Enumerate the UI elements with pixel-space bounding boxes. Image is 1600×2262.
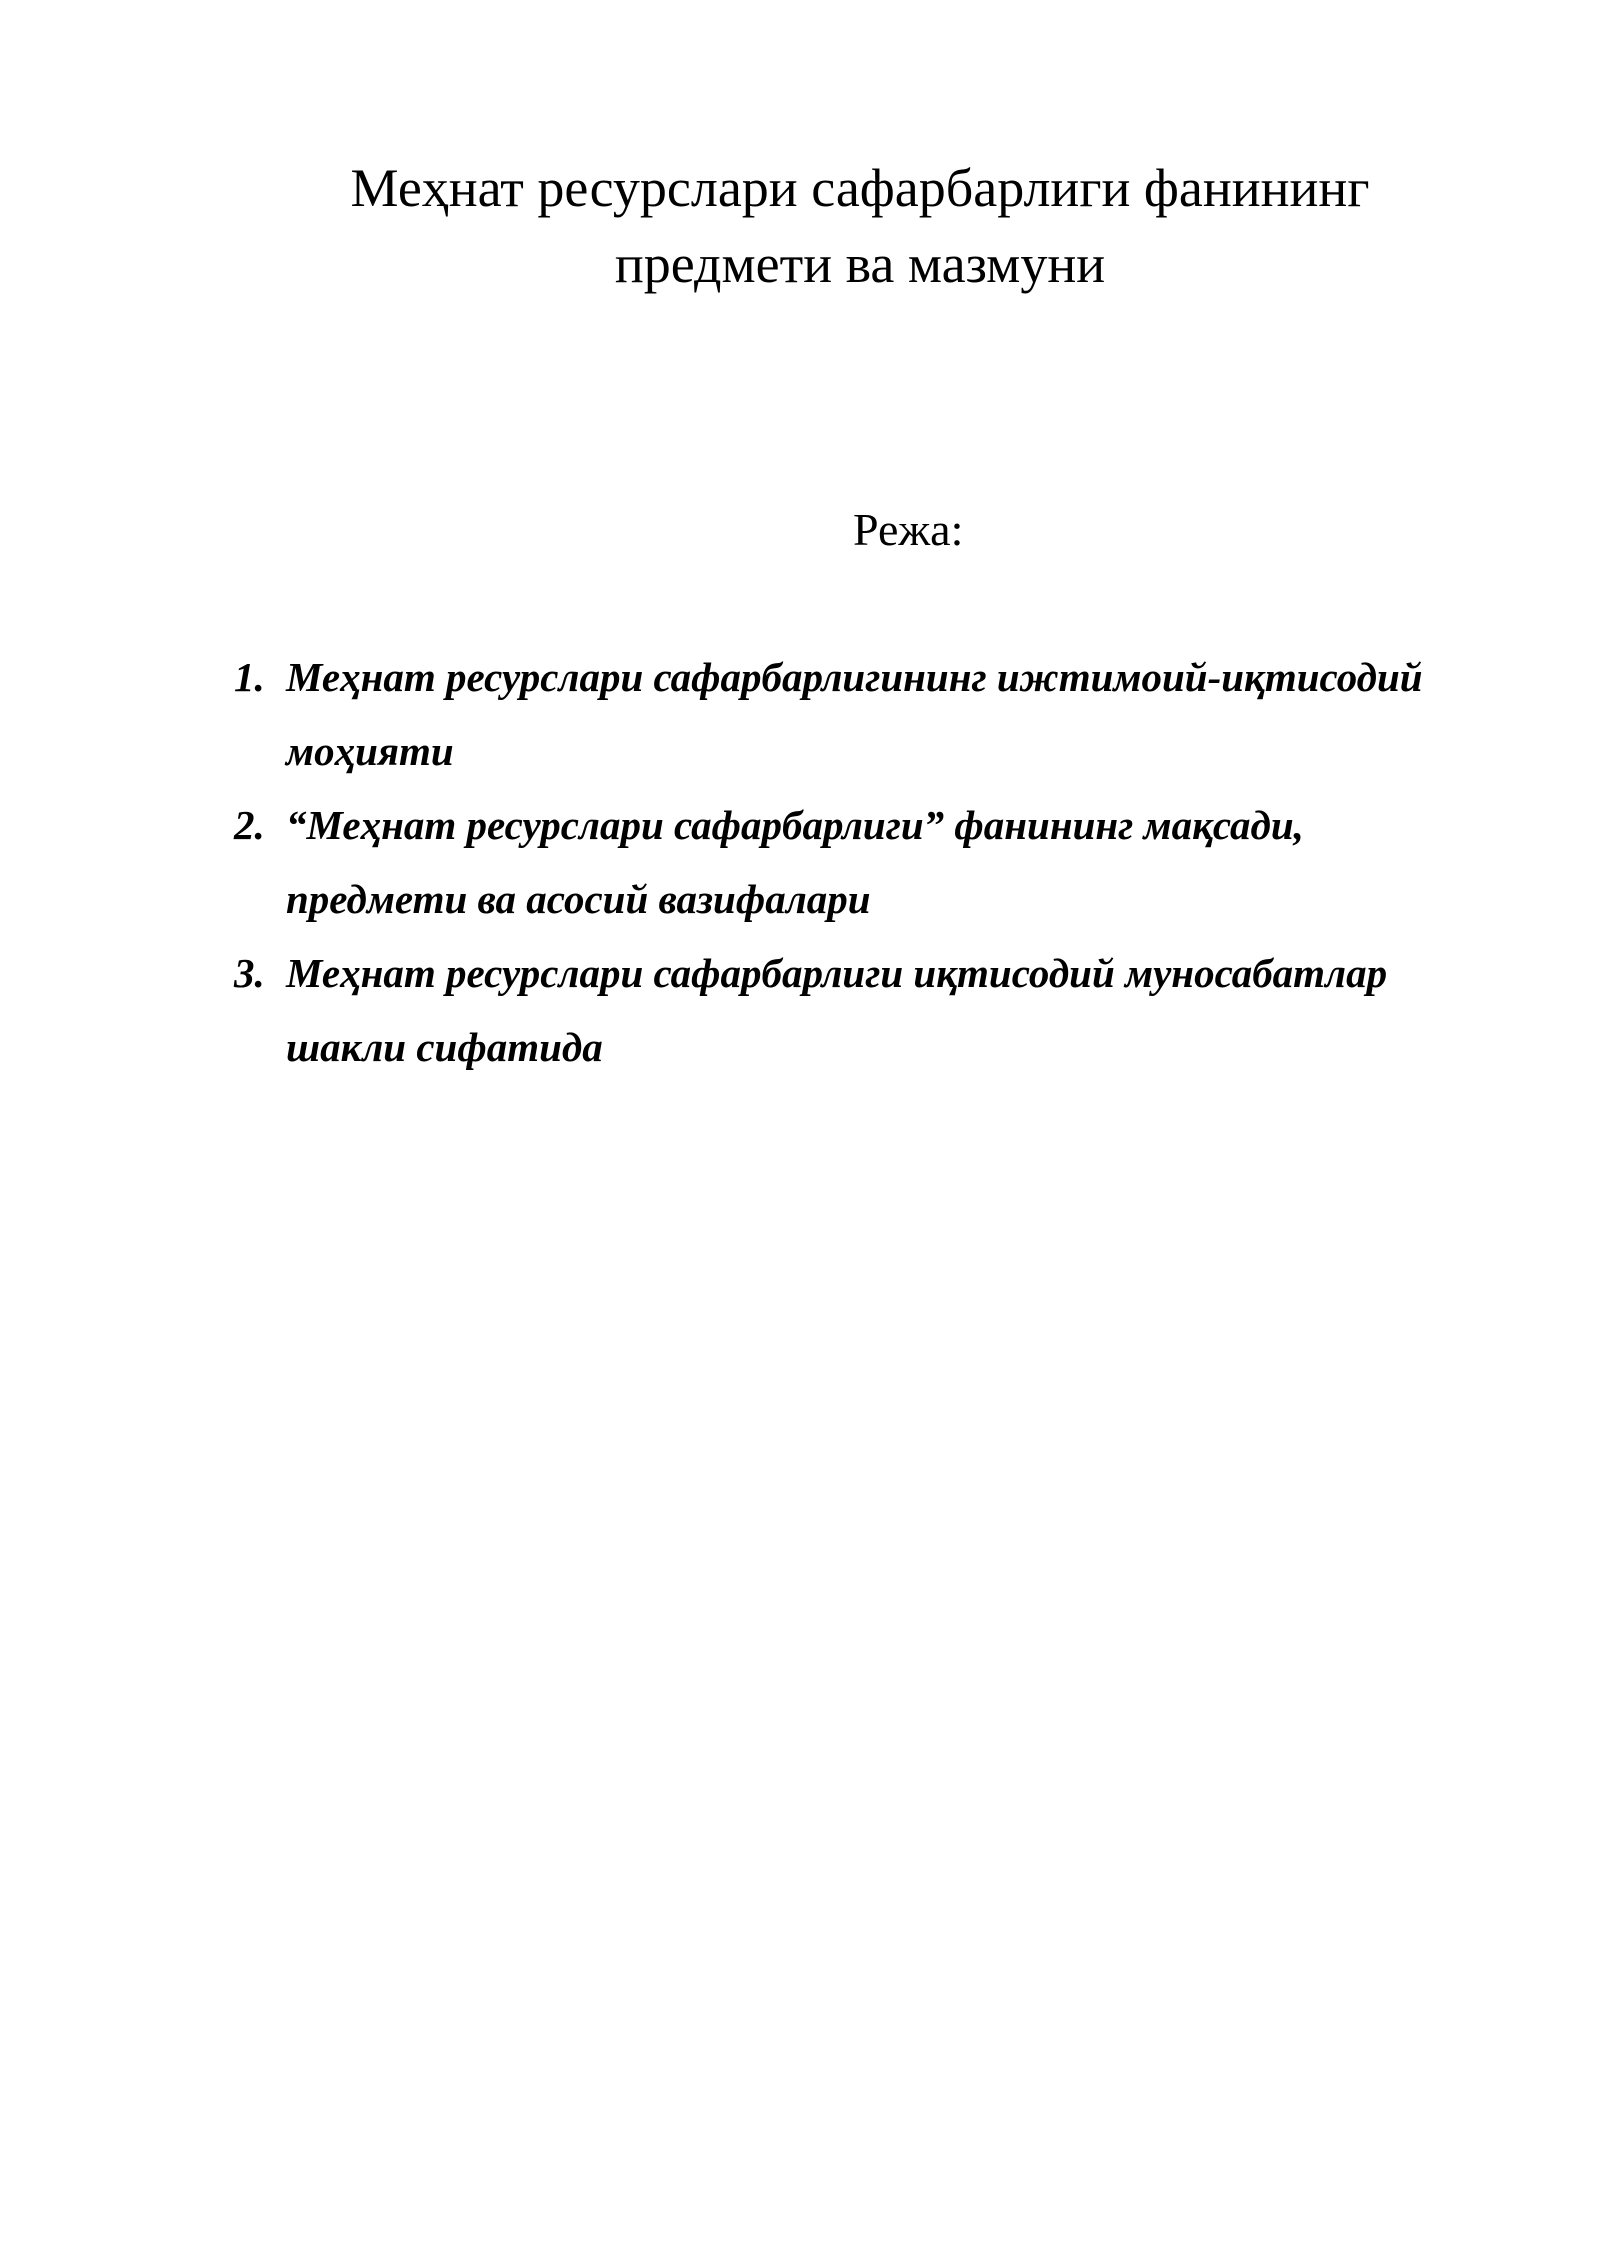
plan-item-2	[234, 788, 1534, 936]
plan-item-text-line: шакли сифатида	[286, 1024, 603, 1070]
plan-item-number: 1.	[234, 654, 265, 700]
plan-item-text-line: предмети ва асосий вазифалари	[286, 876, 871, 922]
plan-item-3	[234, 936, 1534, 1084]
plan-item-text-line: Меҳнат ресурслари сафарбарлиги иқтисодий муносабатлар	[286, 950, 1388, 996]
plan-item-text-line: моҳияти	[286, 728, 454, 774]
plan-item-text-line: “Меҳнат ресурслари сафарбарлиги” фанининг мақсади,	[286, 802, 1304, 848]
plan-list	[234, 640, 1534, 1084]
plan-item-number: 2.	[234, 802, 265, 848]
document-title-line-2: предмети ва мазмуни	[614, 234, 1106, 294]
document-title-line-1: Меҳнат ресурслари сафарбарлиги фанининг	[350, 158, 1370, 218]
plan-item-1	[234, 640, 1534, 788]
document-title	[260, 150, 1460, 302]
plan-heading: Режа:	[853, 504, 964, 555]
plan-item-text-line: Меҳнат ресурслари сафарбарлигининг ижтимоий-иқтисодий	[286, 654, 1423, 700]
plan-item-number: 3.	[234, 950, 265, 996]
